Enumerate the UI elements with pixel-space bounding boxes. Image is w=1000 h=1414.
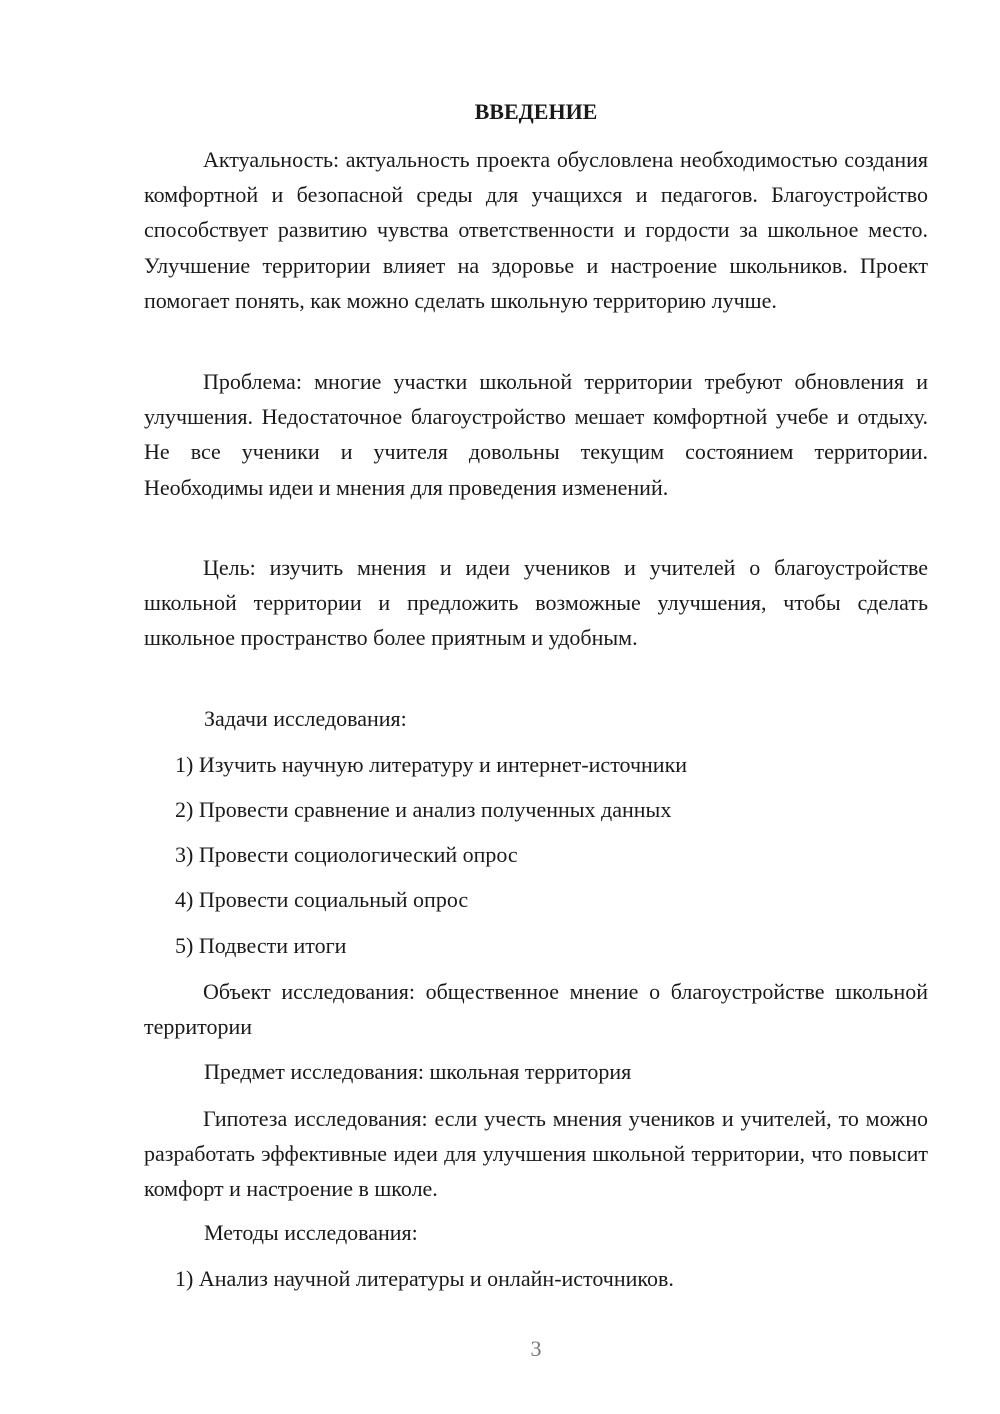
- subject-line: Предмет исследования: школьная территория: [204, 1059, 632, 1084]
- task-item-1: 1) Изучить научную литературу и интернет-источники: [175, 752, 688, 777]
- task-item-5: 5) Подвести итоги: [175, 933, 347, 958]
- methods-label: Методы исследования:: [204, 1220, 418, 1245]
- section-heading: ВВЕДЕНИЕ: [474, 99, 598, 124]
- method-item-1: 1) Анализ научной литературы и онлайн-источников.: [175, 1266, 674, 1291]
- page-number: 3: [530, 1336, 542, 1361]
- goal-paragraph: Цель: изучить мнения и идеи учеников и учителей о благоустройстве школьной территории и предложить возможные улучшения, чтобы сделать школьное пространство более приятным и удобным.: [144, 555, 928, 651]
- object-paragraph: Объект исследования: общественное мнение о благоустройстве школьной территории: [144, 979, 928, 1040]
- relevance-paragraph: Актуальность: актуальность проекта обусловлена необходимостью создания комфортной и безопасной среды для учащихся и педагогов. Благоустройство способствует развитию чувства ответственности и гордости за школьное место. Улучшение территории влияет на здоровье и настроение школьников. Проект помогает понять, как можно сделать школьную территорию лучше.: [144, 147, 928, 313]
- task-item-2: 2) Провести сравнение и анализ полученных данных: [175, 797, 672, 822]
- hypothesis-paragraph: Гипотеза исследования: если учесть мнения учеников и учителей, то можно разработать эффективные идеи для улучшения школьной территории, что повысит комфорт и настроение в школе.: [144, 1106, 928, 1202]
- task-item-3: 3) Провести социологический опрос: [175, 842, 518, 867]
- tasks-label: Задачи исследования:: [204, 706, 407, 731]
- task-item-4: 4) Провести социальный опрос: [175, 887, 469, 912]
- problem-paragraph: Проблема: многие участки школьной территории требуют обновления и улучшения. Недостаточное благоустройство мешает комфортной учебе и отдыху. Не все ученики и учителя довольны текущим состоянием территории. Необходимы идеи и мнения для проведения изменений.: [144, 369, 928, 500]
